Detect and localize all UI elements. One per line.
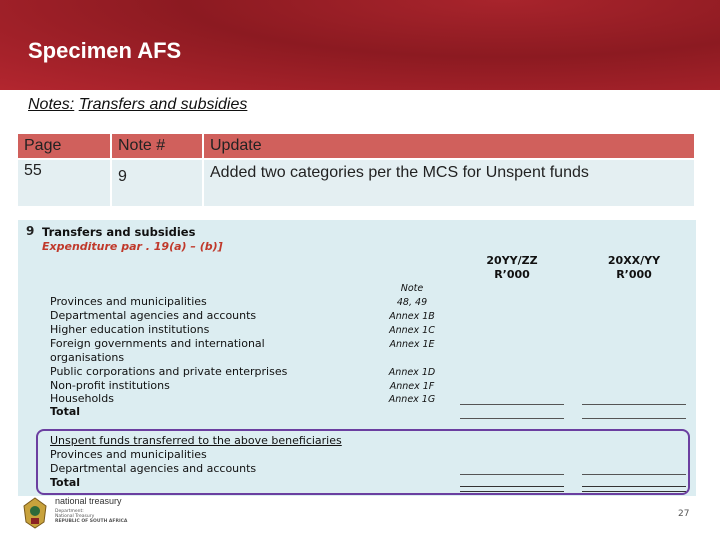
column-unit: R’000 — [616, 268, 652, 281]
row-note: Annex 1C — [389, 325, 435, 336]
total-line — [460, 418, 564, 419]
scan-subtitle: Expenditure par . 19(a) – (b)] — [42, 240, 223, 253]
logo-line: National Treasury — [55, 514, 95, 519]
unspent-heading: Unspent funds transferred to the above beneficiaries — [50, 434, 342, 447]
cell-page: 55 — [18, 159, 111, 206]
notes-subject: Transfers and subsidies — [78, 96, 248, 113]
column-unit: R’000 — [494, 268, 530, 281]
coat-of-arms-icon — [20, 496, 50, 530]
row-note: Annex 1F — [389, 381, 435, 392]
subtotal-line — [460, 404, 564, 405]
header-note: Note # — [111, 134, 203, 159]
table-row: Non-profit institutions — [50, 379, 170, 392]
row-note: 48, 49 — [396, 297, 428, 308]
logo-line: Department: — [55, 509, 84, 514]
national-treasury-logo — [20, 496, 150, 532]
header-update: Update — [203, 134, 695, 159]
table-row: Foreign governments and international — [50, 337, 265, 350]
column-year: 20XX/YY — [607, 254, 661, 267]
table-row-total: Total — [50, 405, 81, 418]
table-row: Provinces and municipalities — [50, 295, 207, 308]
column-year: 20YY/ZZ — [486, 254, 538, 267]
row-note: Annex 1B — [389, 311, 435, 322]
table-row: Departmental agencies and accounts — [50, 309, 257, 322]
column-header-current — [462, 254, 562, 282]
page-number: 27 — [678, 509, 690, 519]
subtotal-line — [582, 404, 686, 405]
cell-note: 9 — [111, 159, 203, 206]
notes-prefix: Notes: — [28, 96, 75, 113]
row-note: Annex 1D — [388, 367, 436, 378]
scan-title: Transfers and subsidies — [42, 225, 196, 239]
table-row: Households — [50, 392, 114, 405]
notes-heading — [28, 96, 247, 114]
table-row: Public corporations and private enterprises — [50, 365, 288, 378]
table-row: Departmental agencies and accounts — [50, 462, 257, 475]
row-note: Annex 1G — [388, 394, 436, 405]
scan-note-number: 9 — [26, 224, 35, 238]
table-row: Provinces and municipalities — [50, 448, 207, 461]
table-row: organisations — [50, 351, 125, 364]
unspent-funds-highlight — [36, 429, 690, 495]
header-band — [0, 0, 720, 90]
update-table — [18, 134, 696, 206]
column-header-prior — [584, 254, 684, 282]
table-row-total: Total — [50, 476, 81, 489]
header-page: Page — [18, 134, 111, 159]
total-line — [582, 418, 686, 419]
cell-update: Added two categories per the MCS for Unspent funds — [203, 159, 695, 206]
note-column-label: Note — [400, 283, 424, 294]
row-note: Annex 1E — [389, 339, 435, 350]
logo-line: REPUBLIC OF SOUTH AFRICA — [55, 519, 128, 524]
slide-title: Specimen AFS — [28, 38, 182, 63]
table-row: Higher education institutions — [50, 323, 210, 336]
logo-wordmark: national treasury — [55, 496, 122, 506]
